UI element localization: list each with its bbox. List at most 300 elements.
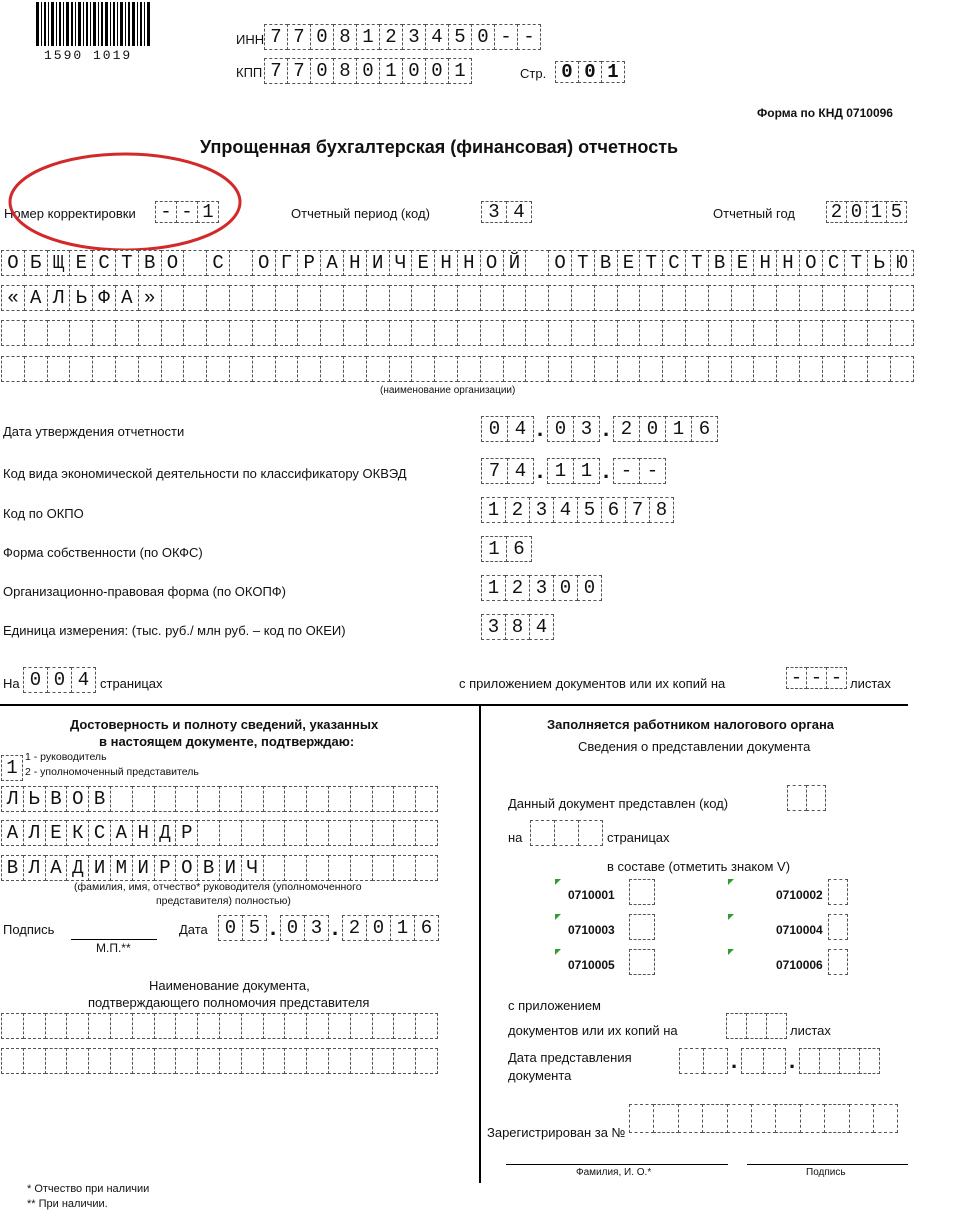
- char-cell[interactable]: Л: [47, 285, 71, 311]
- char-cell[interactable]: Р: [154, 855, 177, 881]
- char-cell[interactable]: [45, 1048, 68, 1074]
- char-cell[interactable]: 0: [553, 575, 578, 601]
- char-cell[interactable]: [252, 356, 276, 382]
- char-cell[interactable]: [653, 1104, 678, 1133]
- char-cell[interactable]: [594, 320, 618, 346]
- char-cell[interactable]: С: [88, 820, 111, 846]
- char-cell[interactable]: [47, 356, 71, 382]
- char-cell[interactable]: [320, 356, 344, 382]
- char-cell[interactable]: [183, 320, 207, 346]
- char-cell[interactable]: 7: [625, 497, 650, 523]
- char-cell[interactable]: 3: [402, 24, 426, 50]
- char-cell[interactable]: [328, 855, 351, 881]
- char-cell[interactable]: [24, 320, 48, 346]
- char-cell[interactable]: [415, 1048, 438, 1074]
- char-cell[interactable]: [703, 1048, 728, 1074]
- char-cell[interactable]: [69, 356, 93, 382]
- char-cell[interactable]: С: [92, 250, 116, 276]
- char-cell[interactable]: 0: [846, 201, 867, 223]
- char-cell[interactable]: 5: [577, 497, 602, 523]
- char-cell[interactable]: 0: [218, 915, 243, 941]
- char-cell[interactable]: 8: [333, 24, 357, 50]
- char-cell[interactable]: Е: [731, 250, 755, 276]
- char-cell[interactable]: И: [88, 855, 111, 881]
- char-cell[interactable]: [263, 1048, 286, 1074]
- char-cell[interactable]: [263, 855, 286, 881]
- char-cell[interactable]: -: [494, 24, 518, 50]
- char-cell[interactable]: [350, 1013, 373, 1039]
- char-cell[interactable]: [88, 1013, 111, 1039]
- char-cell[interactable]: [275, 285, 299, 311]
- char-cell[interactable]: [263, 1013, 286, 1039]
- char-cell[interactable]: А: [1, 820, 24, 846]
- char-cell[interactable]: [1, 1013, 24, 1039]
- char-cell[interactable]: [578, 820, 603, 846]
- char-cell[interactable]: [746, 1013, 767, 1039]
- char-cell[interactable]: 0: [356, 58, 380, 84]
- char-cell[interactable]: 3: [529, 575, 554, 601]
- char-cell[interactable]: 1: [547, 458, 574, 484]
- char-cell[interactable]: Л: [23, 820, 46, 846]
- char-cell[interactable]: [763, 1048, 786, 1074]
- char-cell[interactable]: 1: [197, 201, 219, 223]
- char-cell[interactable]: [297, 285, 321, 311]
- char-cell[interactable]: 8: [505, 614, 530, 640]
- char-cell[interactable]: [328, 1013, 351, 1039]
- char-cell[interactable]: [297, 356, 321, 382]
- char-cell[interactable]: [617, 320, 641, 346]
- char-cell[interactable]: [284, 855, 307, 881]
- char-cell[interactable]: 8: [333, 58, 357, 84]
- char-cell[interactable]: [241, 1048, 264, 1074]
- char-cell[interactable]: [799, 356, 823, 382]
- char-cell[interactable]: [731, 285, 755, 311]
- char-cell[interactable]: [457, 320, 481, 346]
- char-cell[interactable]: [389, 356, 413, 382]
- char-cell[interactable]: С: [662, 250, 686, 276]
- char-cell[interactable]: [110, 1048, 133, 1074]
- char-cell[interactable]: [1, 356, 25, 382]
- char-cell[interactable]: [685, 356, 709, 382]
- char-cell[interactable]: [662, 320, 686, 346]
- char-cell[interactable]: [548, 356, 572, 382]
- char-cell[interactable]: 2: [505, 575, 530, 601]
- char-cell[interactable]: 0: [280, 915, 305, 941]
- char-cell[interactable]: [306, 1013, 329, 1039]
- char-cell[interactable]: 1: [448, 58, 472, 84]
- char-cell[interactable]: [275, 320, 299, 346]
- char-cell[interactable]: [306, 855, 329, 881]
- char-cell[interactable]: [822, 320, 846, 346]
- char-cell[interactable]: [828, 914, 848, 940]
- char-cell[interactable]: 0: [23, 667, 48, 693]
- char-cell[interactable]: [822, 285, 846, 311]
- char-cell[interactable]: О: [161, 250, 185, 276]
- char-cell[interactable]: [229, 356, 253, 382]
- char-cell[interactable]: 1: [601, 61, 625, 83]
- char-cell[interactable]: 0: [47, 667, 72, 693]
- char-cell[interactable]: [175, 1013, 198, 1039]
- char-cell[interactable]: И: [366, 250, 390, 276]
- char-cell[interactable]: О: [1, 250, 25, 276]
- char-cell[interactable]: [639, 356, 663, 382]
- char-cell[interactable]: 3: [529, 497, 554, 523]
- char-cell[interactable]: -: [176, 201, 198, 223]
- char-cell[interactable]: [343, 356, 367, 382]
- char-cell[interactable]: [284, 1013, 307, 1039]
- char-cell[interactable]: [828, 879, 848, 905]
- char-cell[interactable]: А: [320, 250, 344, 276]
- char-cell[interactable]: [766, 1013, 787, 1039]
- char-cell[interactable]: [753, 356, 777, 382]
- char-cell[interactable]: [828, 949, 848, 975]
- char-cell[interactable]: К: [66, 820, 89, 846]
- char-cell[interactable]: 0: [310, 58, 334, 84]
- char-cell[interactable]: [434, 356, 458, 382]
- char-cell[interactable]: Н: [434, 250, 458, 276]
- char-cell[interactable]: [366, 320, 390, 346]
- char-cell[interactable]: [66, 1048, 89, 1074]
- char-cell[interactable]: Н: [343, 250, 367, 276]
- char-cell[interactable]: [731, 356, 755, 382]
- char-cell[interactable]: [183, 356, 207, 382]
- char-cell[interactable]: В: [138, 250, 162, 276]
- char-cell[interactable]: [372, 855, 395, 881]
- char-cell[interactable]: 4: [507, 458, 534, 484]
- char-cell[interactable]: Н: [132, 820, 155, 846]
- char-cell[interactable]: 2: [613, 416, 640, 442]
- char-cell[interactable]: [229, 250, 253, 276]
- char-cell[interactable]: 0: [555, 61, 579, 83]
- char-cell[interactable]: А: [115, 285, 139, 311]
- char-cell[interactable]: [890, 285, 914, 311]
- char-cell[interactable]: 6: [414, 915, 439, 941]
- char-cell[interactable]: [530, 820, 555, 846]
- char-cell[interactable]: 1: [356, 24, 380, 50]
- char-cell[interactable]: [708, 285, 732, 311]
- char-cell[interactable]: [350, 855, 373, 881]
- char-cell[interactable]: [849, 1104, 874, 1133]
- char-cell[interactable]: [92, 320, 116, 346]
- char-cell[interactable]: [639, 320, 663, 346]
- char-cell[interactable]: [132, 1048, 155, 1074]
- char-cell[interactable]: 2: [505, 497, 530, 523]
- char-cell[interactable]: 7: [287, 24, 311, 50]
- char-cell[interactable]: [366, 356, 390, 382]
- char-cell[interactable]: Г: [275, 250, 299, 276]
- char-cell[interactable]: [241, 786, 264, 812]
- char-cell[interactable]: -: [613, 458, 640, 484]
- char-cell[interactable]: О: [480, 250, 504, 276]
- char-cell[interactable]: Ь: [23, 786, 46, 812]
- char-cell[interactable]: С: [822, 250, 846, 276]
- char-cell[interactable]: 0: [425, 58, 449, 84]
- char-cell[interactable]: 6: [601, 497, 626, 523]
- char-cell[interactable]: Б: [24, 250, 48, 276]
- char-cell[interactable]: Щ: [47, 250, 71, 276]
- char-cell[interactable]: 3: [481, 201, 507, 223]
- char-cell[interactable]: 3: [481, 614, 506, 640]
- char-cell[interactable]: 5: [242, 915, 267, 941]
- char-cell[interactable]: 5: [886, 201, 907, 223]
- char-cell[interactable]: [197, 820, 220, 846]
- char-cell[interactable]: [306, 820, 329, 846]
- char-cell[interactable]: [662, 356, 686, 382]
- char-cell[interactable]: [799, 1048, 820, 1074]
- char-cell[interactable]: [110, 786, 133, 812]
- char-cell[interactable]: 1: [866, 201, 887, 223]
- char-cell[interactable]: [731, 320, 755, 346]
- char-cell[interactable]: 0: [310, 24, 334, 50]
- char-cell[interactable]: [753, 285, 777, 311]
- char-cell[interactable]: Н: [457, 250, 481, 276]
- char-cell[interactable]: [629, 949, 655, 975]
- char-cell[interactable]: [629, 879, 655, 905]
- char-cell[interactable]: [350, 820, 373, 846]
- char-cell[interactable]: О: [252, 250, 276, 276]
- char-cell[interactable]: [23, 1048, 46, 1074]
- char-cell[interactable]: 1: [1, 755, 23, 781]
- char-cell[interactable]: -: [639, 458, 666, 484]
- char-cell[interactable]: [328, 786, 351, 812]
- char-cell[interactable]: [776, 356, 800, 382]
- char-cell[interactable]: [822, 356, 846, 382]
- char-cell[interactable]: В: [1, 855, 24, 881]
- char-cell[interactable]: [138, 356, 162, 382]
- char-cell[interactable]: И: [132, 855, 155, 881]
- char-cell[interactable]: [415, 1013, 438, 1039]
- char-cell[interactable]: 4: [529, 614, 554, 640]
- char-cell[interactable]: [525, 285, 549, 311]
- char-cell[interactable]: [503, 285, 527, 311]
- char-cell[interactable]: [241, 820, 264, 846]
- char-cell[interactable]: Т: [639, 250, 663, 276]
- char-cell[interactable]: Н: [753, 250, 777, 276]
- char-cell[interactable]: 1: [379, 58, 403, 84]
- char-cell[interactable]: [154, 1048, 177, 1074]
- char-cell[interactable]: А: [45, 855, 68, 881]
- char-cell[interactable]: 4: [507, 416, 534, 442]
- char-cell[interactable]: [219, 820, 242, 846]
- char-cell[interactable]: М: [110, 855, 133, 881]
- char-cell[interactable]: [69, 320, 93, 346]
- char-cell[interactable]: [480, 356, 504, 382]
- char-cell[interactable]: [753, 320, 777, 346]
- char-cell[interactable]: [685, 285, 709, 311]
- char-cell[interactable]: [393, 786, 416, 812]
- char-cell[interactable]: В: [45, 786, 68, 812]
- char-cell[interactable]: [1, 1048, 24, 1074]
- char-cell[interactable]: [457, 285, 481, 311]
- char-cell[interactable]: [503, 356, 527, 382]
- char-cell[interactable]: [571, 356, 595, 382]
- char-cell[interactable]: [411, 356, 435, 382]
- char-cell[interactable]: Д: [154, 820, 177, 846]
- char-cell[interactable]: [320, 320, 344, 346]
- char-cell[interactable]: [639, 285, 663, 311]
- char-cell[interactable]: [434, 285, 458, 311]
- char-cell[interactable]: В: [197, 855, 220, 881]
- char-cell[interactable]: Т: [571, 250, 595, 276]
- char-cell[interactable]: 4: [425, 24, 449, 50]
- char-cell[interactable]: [819, 1048, 840, 1074]
- char-cell[interactable]: [306, 1048, 329, 1074]
- char-cell[interactable]: [890, 356, 914, 382]
- char-cell[interactable]: [839, 1048, 860, 1074]
- char-cell[interactable]: 4: [553, 497, 578, 523]
- char-cell[interactable]: 8: [649, 497, 674, 523]
- char-cell[interactable]: [219, 786, 242, 812]
- char-cell[interactable]: 0: [366, 915, 391, 941]
- char-cell[interactable]: «: [1, 285, 25, 311]
- char-cell[interactable]: [727, 1104, 752, 1133]
- char-cell[interactable]: [844, 285, 868, 311]
- char-cell[interactable]: [480, 285, 504, 311]
- char-cell[interactable]: Е: [617, 250, 641, 276]
- char-cell[interactable]: [161, 356, 185, 382]
- char-cell[interactable]: Л: [1, 786, 24, 812]
- char-cell[interactable]: [263, 786, 286, 812]
- char-cell[interactable]: [393, 1013, 416, 1039]
- char-cell[interactable]: [389, 285, 413, 311]
- char-cell[interactable]: [241, 1013, 264, 1039]
- char-cell[interactable]: Ю: [890, 250, 914, 276]
- char-cell[interactable]: [23, 1013, 46, 1039]
- char-cell[interactable]: [571, 285, 595, 311]
- char-cell[interactable]: [867, 320, 891, 346]
- char-cell[interactable]: [343, 320, 367, 346]
- char-cell[interactable]: Р: [175, 820, 198, 846]
- char-cell[interactable]: С: [206, 250, 230, 276]
- char-cell[interactable]: [284, 1048, 307, 1074]
- char-cell[interactable]: Т: [115, 250, 139, 276]
- char-cell[interactable]: 7: [264, 58, 288, 84]
- char-cell[interactable]: [263, 820, 286, 846]
- char-cell[interactable]: [1, 320, 25, 346]
- char-cell[interactable]: [890, 320, 914, 346]
- char-cell[interactable]: [776, 320, 800, 346]
- char-cell[interactable]: [867, 356, 891, 382]
- char-cell[interactable]: [617, 356, 641, 382]
- char-cell[interactable]: [219, 1048, 242, 1074]
- char-cell[interactable]: [183, 285, 207, 311]
- char-cell[interactable]: Д: [66, 855, 89, 881]
- char-cell[interactable]: [206, 320, 230, 346]
- char-cell[interactable]: [799, 320, 823, 346]
- char-cell[interactable]: 0: [639, 416, 666, 442]
- char-cell[interactable]: [662, 285, 686, 311]
- char-cell[interactable]: -: [155, 201, 177, 223]
- char-cell[interactable]: 1: [573, 458, 600, 484]
- char-cell[interactable]: [229, 320, 253, 346]
- char-cell[interactable]: [525, 356, 549, 382]
- char-cell[interactable]: В: [708, 250, 732, 276]
- char-cell[interactable]: Ч: [241, 855, 264, 881]
- char-cell[interactable]: [480, 320, 504, 346]
- char-cell[interactable]: [197, 1048, 220, 1074]
- char-cell[interactable]: О: [548, 250, 572, 276]
- char-cell[interactable]: [393, 1048, 416, 1074]
- char-cell[interactable]: Ь: [69, 285, 93, 311]
- char-cell[interactable]: [161, 320, 185, 346]
- char-cell[interactable]: [844, 320, 868, 346]
- char-cell[interactable]: [88, 1048, 111, 1074]
- char-cell[interactable]: О: [66, 786, 89, 812]
- char-cell[interactable]: [629, 1104, 654, 1133]
- char-cell[interactable]: »: [138, 285, 162, 311]
- char-cell[interactable]: [110, 1013, 133, 1039]
- char-cell[interactable]: [47, 320, 71, 346]
- char-cell[interactable]: [372, 786, 395, 812]
- char-cell[interactable]: [594, 285, 618, 311]
- char-cell[interactable]: [66, 1013, 89, 1039]
- char-cell[interactable]: 6: [691, 416, 718, 442]
- char-cell[interactable]: [161, 285, 185, 311]
- char-cell[interactable]: 7: [481, 458, 508, 484]
- char-cell[interactable]: 4: [506, 201, 532, 223]
- char-cell[interactable]: Т: [844, 250, 868, 276]
- char-cell[interactable]: 0: [578, 61, 602, 83]
- char-cell[interactable]: [45, 1013, 68, 1039]
- char-cell[interactable]: [197, 1013, 220, 1039]
- char-cell[interactable]: [138, 320, 162, 346]
- char-cell[interactable]: О: [799, 250, 823, 276]
- char-cell[interactable]: Ч: [389, 250, 413, 276]
- char-cell[interactable]: [434, 320, 458, 346]
- char-cell[interactable]: [503, 320, 527, 346]
- char-cell[interactable]: [197, 786, 220, 812]
- char-cell[interactable]: [206, 285, 230, 311]
- char-cell[interactable]: [284, 786, 307, 812]
- char-cell[interactable]: Н: [776, 250, 800, 276]
- char-cell[interactable]: [350, 1048, 373, 1074]
- char-cell[interactable]: [206, 356, 230, 382]
- char-cell[interactable]: 0: [481, 416, 508, 442]
- char-cell[interactable]: -: [826, 667, 847, 689]
- char-cell[interactable]: [411, 320, 435, 346]
- char-cell[interactable]: 2: [342, 915, 367, 941]
- char-cell[interactable]: [525, 320, 549, 346]
- char-cell[interactable]: Е: [69, 250, 93, 276]
- char-cell[interactable]: [548, 285, 572, 311]
- char-cell[interactable]: [175, 786, 198, 812]
- char-cell[interactable]: 6: [506, 536, 532, 562]
- char-cell[interactable]: И: [219, 855, 242, 881]
- char-cell[interactable]: Ф: [92, 285, 116, 311]
- char-cell[interactable]: Е: [411, 250, 435, 276]
- char-cell[interactable]: 7: [287, 58, 311, 84]
- char-cell[interactable]: А: [110, 820, 133, 846]
- char-cell[interactable]: [525, 250, 549, 276]
- char-cell[interactable]: 3: [573, 416, 600, 442]
- char-cell[interactable]: [548, 320, 572, 346]
- char-cell[interactable]: [229, 285, 253, 311]
- char-cell[interactable]: [372, 1048, 395, 1074]
- char-cell[interactable]: [457, 356, 481, 382]
- char-cell[interactable]: [775, 1104, 800, 1133]
- char-cell[interactable]: [594, 356, 618, 382]
- char-cell[interactable]: -: [786, 667, 807, 689]
- char-cell[interactable]: [751, 1104, 776, 1133]
- char-cell[interactable]: [415, 855, 438, 881]
- char-cell[interactable]: 1: [665, 416, 692, 442]
- char-cell[interactable]: 0: [402, 58, 426, 84]
- char-cell[interactable]: [115, 356, 139, 382]
- char-cell[interactable]: О: [175, 855, 198, 881]
- char-cell[interactable]: [175, 1048, 198, 1074]
- char-cell[interactable]: [685, 320, 709, 346]
- char-cell[interactable]: В: [88, 786, 111, 812]
